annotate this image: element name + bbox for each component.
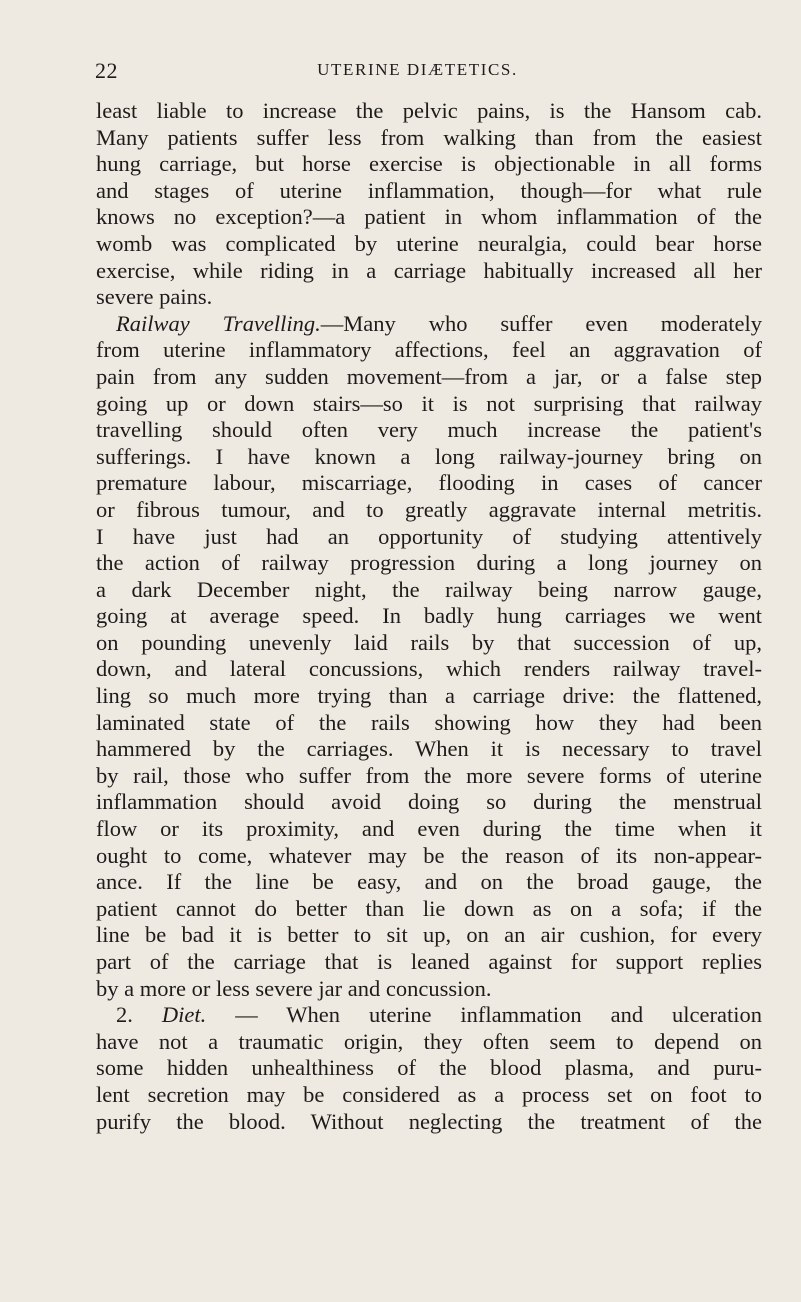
running-title: UTERINE DIÆTETICS. — [317, 60, 518, 79]
text-line: some hidden unhealthiness of the blood plasma, and puru- — [96, 1055, 762, 1081]
text-line: premature labour, miscarriage, flooding in cases of cancer — [96, 470, 762, 496]
text-line: pain from any sudden movement—from a jar, or a false step — [96, 363, 762, 389]
text-line: exercise, while riding in a carriage habitually increased all her — [96, 257, 762, 283]
text-line: or fibrous tumour, and to greatly aggravate internal metritis. — [96, 496, 762, 522]
text-line: ought to come, whatever may be the reason of its non-appear- — [96, 842, 762, 868]
text-line: I have just had an opportunity of studying attentively — [96, 523, 762, 549]
text-line: travelling should often very much increase the patient's — [96, 417, 762, 443]
text-line: Many patients suffer less from walking than from the easiest — [96, 124, 762, 150]
text-line: from uterine inflammatory affections, feel an aggravation of — [96, 337, 762, 363]
text-line: knows no exception?—a patient in whom inflammation of the — [96, 204, 762, 230]
text-line: a dark December night, the railway being narrow gauge, — [96, 576, 762, 602]
heading-continuation: — When uterine inflammation and ulceration — [206, 1002, 763, 1028]
text-line: by a more or less severe jar and concussion. — [96, 975, 492, 1001]
section-heading-railway-travelling: Railway Travelling. — [116, 310, 321, 336]
text-line: going up or down stairs—so it is not surprising that railway — [96, 390, 762, 416]
text-line: sufferings. I have known a long railway-journey bring on — [96, 443, 762, 469]
text-line: severe pains. — [96, 284, 213, 310]
text-line: hammered by the carriages. When it is necessary to travel — [96, 736, 762, 762]
text-line: patient cannot do better than lie down as on a sofa; if the — [96, 895, 762, 921]
page-header — [95, 58, 740, 82]
text-line: the action of railway progression during a long journey on — [96, 550, 762, 576]
text-line: going at average speed. In badly hung carriages we went — [96, 603, 762, 629]
page-number: 22 — [95, 58, 118, 83]
text-line: down, and lateral concussions, which renders railway travel- — [96, 656, 762, 682]
text-line: on pounding unevenly laid rails by that succession of up, — [96, 629, 762, 655]
text-line: purify the blood. Without neglecting the treatment of the — [96, 1108, 762, 1134]
text-line: inflammation should avoid doing so during the menstrual — [96, 789, 762, 815]
text-line: flow or its proximity, and even during the time when it — [96, 816, 762, 842]
text-line: ling so much more trying than a carriage drive: the flattened, — [96, 683, 762, 709]
text-line: have not a traumatic origin, they often seem to depend on — [96, 1028, 762, 1054]
body-text — [96, 98, 762, 1135]
paragraph-hansom-cab — [96, 98, 762, 311]
text-line: hung carriage, but horse exercise is objectionable in all forms — [96, 151, 762, 177]
text-line: laminated state of the rails showing how they had been — [96, 709, 762, 735]
text-line: by rail, those who suffer from the more severe forms of uterine — [96, 762, 762, 788]
text-line — [96, 311, 762, 338]
heading-continuation: —Many who suffer even moderately — [320, 310, 762, 336]
text-line: least liable to increase the pelvic pains, is the Hansom cab. — [96, 98, 762, 123]
text-line: womb was complicated by uterine neuralgia, could bear horse — [96, 230, 762, 256]
text-line: and stages of uterine inflammation, though—for what rule — [96, 177, 762, 203]
text-line: part of the carriage that is leaned against for support replies — [96, 949, 762, 974]
section-number: 2. — [116, 1002, 133, 1028]
paragraph-railway-travelling — [96, 311, 762, 1002]
section-heading-diet: Diet. — [161, 1002, 207, 1028]
text-line: lent secretion may be considered as a process set on foot to — [96, 1081, 762, 1107]
text-line: ance. If the line be easy, and on the broad gauge, the — [96, 869, 762, 895]
text-line: line be bad it is better to sit up, on an air cushion, for every — [96, 922, 762, 948]
text-line — [96, 1002, 762, 1029]
paragraph-diet — [96, 1002, 762, 1135]
